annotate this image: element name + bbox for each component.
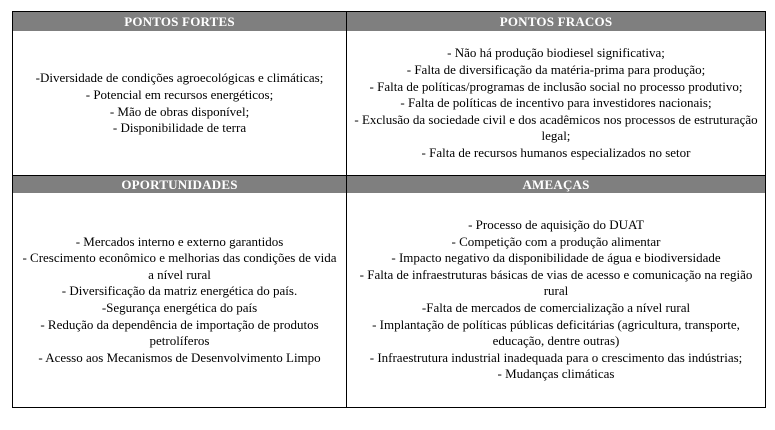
- list-item: - Diversificação da matriz energética do país.: [61, 283, 298, 299]
- header-weaknesses: PONTOS FRACOS: [347, 12, 765, 31]
- list-item: - Mudanças climáticas: [497, 366, 615, 382]
- list-item: -Diversidade de condições agroecológicas e climáticas;: [35, 70, 324, 86]
- list-item: - Redução da dependência de importação de produtos petrolíferos: [40, 316, 319, 349]
- list-item: - Falta de infraestruturas básicas de vias de acesso e comunicação na região rural: [359, 266, 753, 299]
- swot-table: [12, 11, 766, 408]
- list-item: - Não há produção biodiesel significativa;: [447, 45, 665, 61]
- list-item: - Falta de políticas de incentivo para investidores nacionais;: [400, 95, 712, 111]
- weaknesses-list: [353, 45, 759, 161]
- list-item: - Infraestrutura industrial inadequada para o crescimento das indústrias;: [369, 349, 743, 365]
- header-opportunities: OPORTUNIDADES: [13, 176, 346, 193]
- list-item: -Falta de mercados de comercialização a nível rural: [421, 300, 691, 315]
- opportunities-list: [19, 234, 340, 367]
- cell-threats: [353, 193, 759, 407]
- cell-weaknesses: [353, 32, 759, 175]
- list-item: - Falta de diversificação da matéria-prima para produção;: [406, 62, 706, 78]
- list-item: -Segurança energética do país: [101, 300, 258, 315]
- list-item: - Competição com a produção alimentar: [451, 233, 661, 249]
- cell-strengths: [19, 32, 340, 175]
- list-item: - Falta de recursos humanos especializados no setor: [421, 144, 691, 160]
- list-item: - Exclusão da sociedade civil e dos acadêmicos nos processos de estruturação legal;: [354, 111, 758, 144]
- list-item: - Mercados interno e externo garantidos: [75, 233, 284, 249]
- header-strengths: PONTOS FORTES: [13, 12, 346, 31]
- column-divider: [346, 12, 347, 407]
- list-item: - Mão de obras disponível;: [109, 103, 250, 119]
- list-item: - Implantação de políticas públicas deficitárias (agricultura, transporte, educação, dentre outras): [372, 316, 740, 349]
- strengths-list: [36, 70, 324, 136]
- list-item: - Falta de políticas/programas de inclusão social no processo produtivo;: [369, 78, 743, 94]
- list-item: - Acesso aos Mecanismos de Desenvolvimento Limpo: [38, 349, 321, 365]
- list-item: - Disponibilidade de terra: [112, 120, 247, 136]
- cell-opportunities: [19, 193, 340, 407]
- list-item: - Processo de aquisição do DUAT: [468, 217, 644, 233]
- list-item: - Crescimento econômico e melhorias das condições de vida a nível rural: [22, 250, 337, 282]
- threats-list: [353, 217, 759, 383]
- list-item: - Potencial em recursos energéticos;: [85, 86, 274, 102]
- header-threats: AMEAÇAS: [347, 176, 765, 193]
- list-item: - Impacto negativo da disponibilidade de água e biodiversidade: [391, 250, 721, 266]
